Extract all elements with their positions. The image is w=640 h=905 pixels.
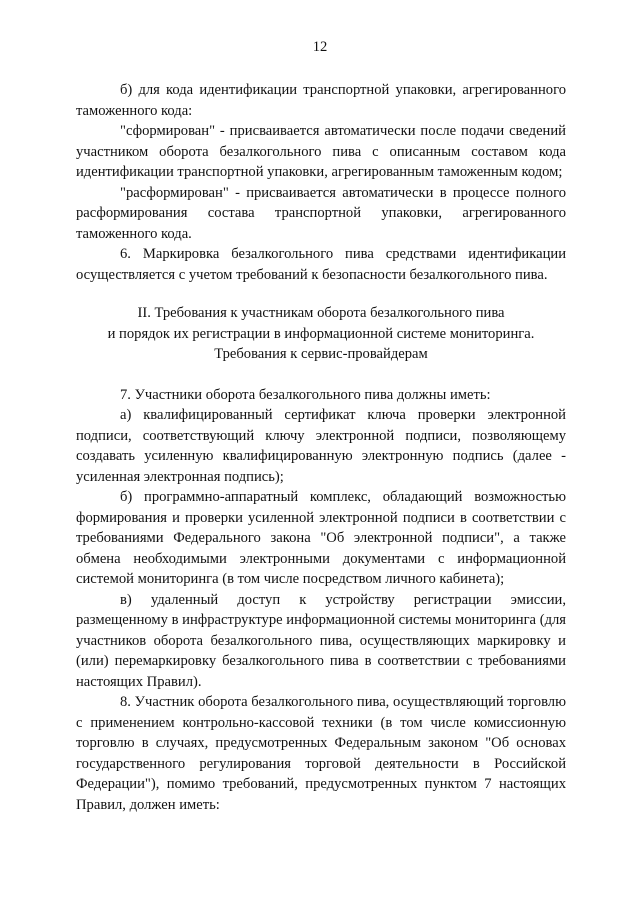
section-heading-line-1: II. Требования к участникам оборота безалкогольного пива [137, 305, 505, 321]
paragraph-status-formed: "сформирован" - присваивается автоматически после подачи сведений участником оборота безалкогольного пива с описанным составом кода идентификации транспортной упаковки, агрегированным таможенным кодом; [76, 123, 566, 180]
paragraph-7v-remote-access: в) удаленный доступ к устройству регистрации эмиссии, размещенному в инфраструктуре информационной системы мониторинга (для участников оборота безалкогольного пива, осуществляющих маркировку и (или) перемаркировку безалкогольного пива в соответствии с требованиями настоящих Правил). [76, 591, 566, 690]
section-heading-line-2: и порядок их регистрации в информационной системе мониторинга. [107, 325, 535, 342]
section-heading-line-3: Требования к сервис-провайдерам [214, 346, 428, 362]
section-heading [76, 303, 566, 365]
page-number: 12 [312, 39, 328, 55]
paragraph-6-marking: 6. Маркировка безалкогольного пива средствами идентификации осуществляется с учетом требований к безопасности безалкогольного пива. [76, 246, 566, 283]
paragraph-7-participants: 7. Участники оборота безалкогольного пива должны иметь: [120, 386, 491, 403]
paragraph-status-disbanded: "расформирован" - присваивается автоматически в процессе полного расформирования состава транспортной упаковки, агрегированного таможенного кода. [76, 184, 566, 242]
paragraph-b-transport-code: б) для кода идентификации транспортной упаковки, агрегированного таможенного кода: [76, 82, 566, 119]
paragraph-7a-certificate: а) квалифицированный сертификат ключа проверки электронной подписи, соответствующий ключу электронной подписи, позволяющему создавать усиленную квалифицированную электронную подпись (далее - усиленная электронная подпись); [76, 407, 566, 485]
document-body [76, 80, 566, 815]
paragraph-7b-hardware: б) программно-аппаратный комплекс, обладающий возможностью формирования и проверки усиленной электронной подписи в соответствии с требованиями Федерального закона "Об электронной подписи", а также обмена необходимыми электронными документами с информационной системой мониторинга (в том числе посредством личного кабинета); [76, 489, 566, 587]
paragraph-8-retail: 8. Участник оборота безалкогольного пива, осуществляющий торговлю с применением контрольно-кассовой техники (в том числе комиссионную торговлю в случаях, предусмотренных Федеральным законом "Об основах государственного регулирования торговой деятельности в Российской Федерации"), помимо требований, предусмотренных пунктом 7 настоящих Правил, должен иметь: [76, 694, 566, 813]
